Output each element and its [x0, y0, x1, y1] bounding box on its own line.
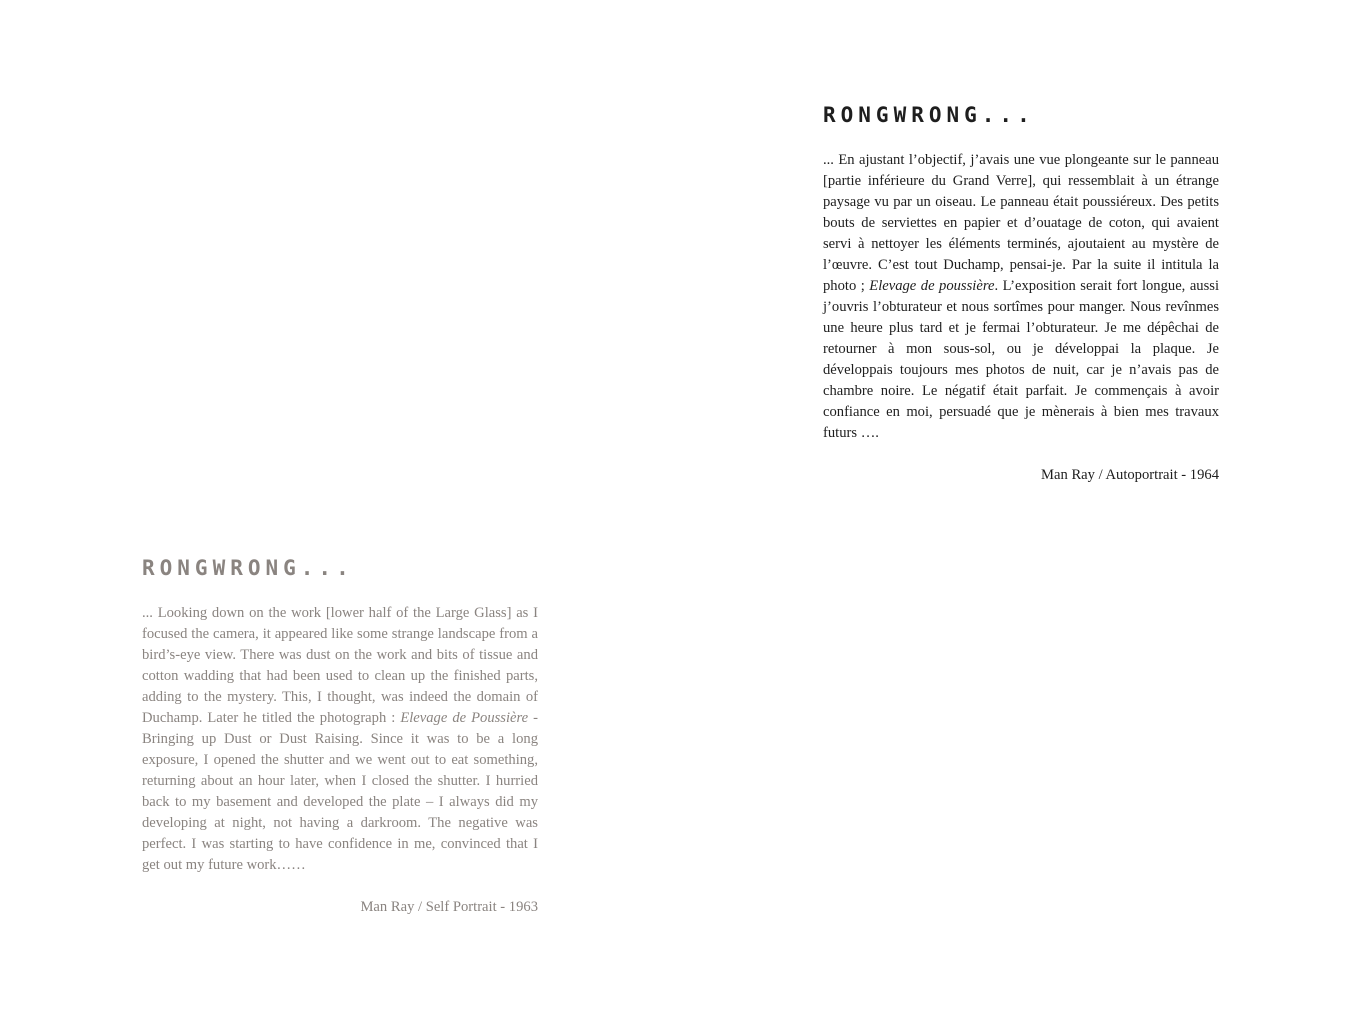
french-credit: Man Ray / Autoportrait - 1964 [1041, 467, 1219, 483]
english-quote-part-2: - Bringing up Dust or Dust Raising. Since it was to be a long exposure, I opened the shutter and we went out to eat something, returning about an hour later, when I closed the shutter. I hurried back to my basement and developed the plate – I always did my developing at night, not having a darkroom. The negative was perfect. I was starting to have confidence in me, convinced that I get out my future work…… [142, 710, 538, 873]
french-title: RONGWRONG... [823, 103, 1035, 127]
french-quote-italic-title: Elevage de poussière [869, 278, 995, 294]
french-quote-part-1: ... En ajustant l’objectif, j’avais une vue plongeante sur le panneau [partie inférieure du Grand Verre], qui ressemblait à un étrange paysage vu par un oiseau. Le panneau était poussiéreux. Des petits bouts de serviettes en papier et d’ouatage de coton, qui avaient servi à nettoyer les éléments terminés, ajoutaient au mystère de l’œuvre. C’est tout Duchamp, pensai-je. Par la suite il intitula la photo ; [823, 152, 1219, 294]
french-text-block [823, 100, 1219, 486]
english-quote-italic-title: Elevage de Poussière [400, 710, 529, 726]
english-text-block [142, 553, 538, 918]
english-credit: Man Ray / Self Portrait - 1963 [360, 899, 538, 915]
english-quote [142, 603, 538, 876]
french-quote [823, 150, 1219, 444]
english-title: RONGWRONG... [142, 556, 354, 580]
french-quote-part-2: . L’exposition serait fort longue, aussi j’ouvris l’obturateur et nous sortîmes pour manger. Nous revînmes une heure plus tard et je fermai l’obturateur. Je me dépêchai de retourner à mon sous-sol, ou je développai la plaque. Je développais toujours mes photos de nuit, car je n’avais pas de chambre noire. Le négatif était parfait. Je commençais à avoir confiance en moi, persuadé que je mènerais à bien mes travaux futurs …. [823, 278, 1220, 441]
english-quote-part-1: ... Looking down on the work [lower half of the Large Glass] as I focused the camera, it appeared like some strange landscape from a bird’s-eye view. There was dust on the work and bits of tissue and cotton wadding that had been used to clean up the finished parts, adding to the mystery. This, I thought, was indeed the domain of Duchamp. Later he titled the photograph : [142, 605, 538, 726]
